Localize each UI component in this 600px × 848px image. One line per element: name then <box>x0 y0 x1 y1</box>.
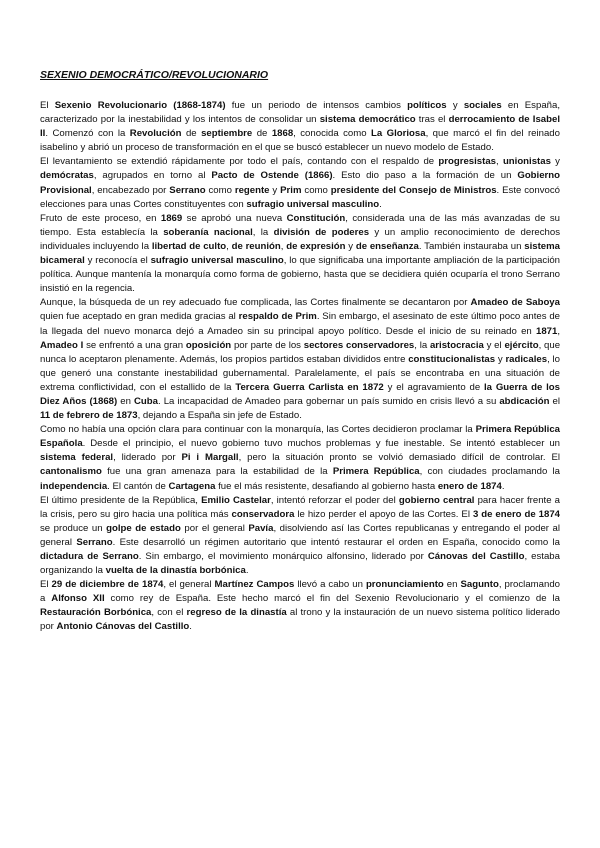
bold-text: sufragio universal masculino <box>246 198 380 210</box>
text-run: y un amplio reconocimiento de derechos individuales incluyendo la <box>40 226 561 252</box>
bold-text: Emilio Castelar <box>201 494 271 506</box>
bold-text: Antonio Cánovas del Castillo <box>56 621 190 633</box>
bold-text: Martínez Campos <box>214 579 295 591</box>
text-run: , el general <box>163 579 215 591</box>
bold-text: progresistas <box>438 156 496 168</box>
bold-text: Amadeo de Saboya <box>470 297 560 309</box>
bold-text: de expresión <box>286 240 346 252</box>
paragraph <box>40 155 560 211</box>
bold-text: Constitución <box>286 212 346 224</box>
text-run: El <box>40 100 55 111</box>
bold-text: 1869 <box>160 212 183 224</box>
text-run: , conocida como <box>293 128 372 140</box>
text-run: , <box>496 156 503 168</box>
text-run: y el agravamiento de <box>383 381 484 393</box>
document-title: SEXENIO DEMOCRÁTICO/REVOLUCIONARIO <box>40 69 269 81</box>
text-run: . También instauraba un <box>418 240 525 252</box>
text-run: y reconocía el <box>84 255 151 267</box>
text-run: quien fue aceptado en gran medida gracias al <box>40 311 239 323</box>
text-run: , proclamando a <box>40 579 560 605</box>
text-run: se produce un <box>40 522 107 534</box>
paragraph <box>40 212 560 297</box>
bold-text: pronunciamiento <box>365 579 444 591</box>
text-run: fue una gran amenaza para la estabilidad de la <box>101 466 333 478</box>
bold-text: oposición <box>185 339 232 351</box>
text-run: . Comenzó con la <box>45 128 130 140</box>
bold-text: unionistas <box>502 156 551 168</box>
text-run: . Este desarrolló un régimen autoritario que intentó restaurar el orden en España, conocido como la <box>112 536 561 548</box>
bold-text: conservadora <box>231 508 295 520</box>
text-run: fue el más resistente, desafiando al gobierno hasta <box>215 480 438 492</box>
text-run: y <box>345 240 356 252</box>
text-run: Como no había una opción clara para continuar con la monarquía, las Cortes decidieron proclamar la <box>40 424 476 436</box>
bold-text: derrocamiento de Isabel II <box>40 114 560 140</box>
bold-text: Sagunto <box>460 579 499 591</box>
text-run: de <box>252 128 272 140</box>
bold-text: políticos <box>407 100 447 111</box>
text-run: , lo que generó una constante inestabilidad gubernamental. Paralelamente, el país se encontraba en una situación de extrema conflictividad, con el estallido de la <box>40 353 560 393</box>
paragraph <box>40 578 560 634</box>
bold-text: demócratas <box>40 170 94 182</box>
text-run: se aprobó una nueva <box>182 212 287 224</box>
text-run: , considerada una de las más avanzadas de su tiempo. Esta establecía la <box>40 212 560 238</box>
bold-text: Cuba <box>134 395 158 407</box>
text-run: El último presidente de la República, <box>40 494 202 506</box>
document-page <box>40 68 560 635</box>
bold-text: regreso de la dinastía <box>186 607 287 619</box>
bold-text: Cartagena <box>168 480 216 492</box>
text-run: , lo que significaba una importante ampliación de la participación política. Aunque mantenía la monarquía como forma de gobierno, hasta que se decidiera quién ocuparía el trono Serrano insistió en la regencia. <box>40 255 560 295</box>
bold-text: La Gloriosa <box>371 128 426 140</box>
text-run: . Esto dio paso a la formación de un <box>332 170 518 182</box>
bold-text: sectores conservadores <box>303 339 415 351</box>
text-run: , con el <box>151 607 187 619</box>
bold-text: Serrano <box>76 536 113 548</box>
text-run: , pero la situación pronto se volvió demasiado difícil de controlar. El <box>238 452 560 464</box>
bold-text: de enseñanza <box>355 240 419 252</box>
bold-text: de reunión <box>231 240 281 252</box>
text-run: al trono y la instauración de un nuevo sistema político liderado por <box>40 607 561 633</box>
bold-text: presidente del Consejo de Ministros <box>330 184 497 196</box>
text-run: tras el <box>415 114 449 126</box>
text-run: . <box>245 565 249 577</box>
text-run: le hizo perder el apoyo de las Cortes. El <box>294 508 473 520</box>
bold-text: regente <box>234 184 270 196</box>
bold-text: dictadura de Serrano <box>40 551 139 562</box>
bold-text: cantonalismo <box>40 466 102 478</box>
bold-text: ejército <box>504 339 539 351</box>
paragraph <box>40 296 560 423</box>
bold-text: 3 de enero de 1874 <box>472 508 561 520</box>
text-run: y el <box>483 339 505 351</box>
text-run: fue un periodo de intensos cambios <box>225 100 408 111</box>
text-run: como rey de España. Este hecho marcó el fin del Sexenio Revolucionario y el comienzo de la <box>104 593 560 605</box>
bold-text: enero de 1874 <box>437 480 502 492</box>
text-run: y <box>446 100 464 111</box>
text-run: , dejando a España sin jefe de Estado. <box>137 410 302 422</box>
text-run: de <box>181 128 202 140</box>
text-run: por el general <box>180 522 249 534</box>
text-run: . Sin embargo, el asesinato de este último poco antes de la llegada del nuevo monarca dejó a Amadeo sin su principal apoyo político. Desde el inicio de su reinado en <box>40 311 561 337</box>
bold-text: respaldo de Prim <box>238 311 317 323</box>
bold-text: Amadeo I <box>40 339 84 351</box>
text-run: . <box>189 621 192 633</box>
bold-text: 11 de febrero de 1873 <box>40 410 138 422</box>
bold-text: radicales <box>505 353 548 365</box>
bold-text: sistema democrático <box>319 114 416 126</box>
bold-text: sistema bicameral <box>40 240 560 267</box>
text-run: , estaba organizando la <box>40 551 560 577</box>
text-run: llevó a cabo un <box>294 579 366 591</box>
text-run: como <box>205 184 235 196</box>
text-run: , disolviendo así las Cortes republicanas y entregando el poder al general <box>40 522 560 548</box>
text-run: para hacer frente a la crisis, pero su giro hacia una política más <box>40 494 560 520</box>
bold-text: la Guerra de los Diez Años (1868) <box>40 381 560 407</box>
text-run: El levantamiento se extendió rápidamente por todo el país, contando con el respaldo de <box>40 156 439 168</box>
paragraph <box>40 494 560 579</box>
bold-text: Revolución <box>129 128 182 140</box>
text-run: , agrupados en torno al <box>93 170 212 182</box>
text-run: y <box>550 156 560 168</box>
bold-text: Alfonso XII <box>51 593 105 605</box>
text-run: . Desde el principio, el nuevo gobierno tuvo muchos problemas y fue inestable. Se intentó establecer un <box>82 438 560 450</box>
text-run: El <box>40 579 52 591</box>
text-run: como <box>301 184 331 196</box>
text-run: se enfrentó a una gran <box>83 339 186 351</box>
text-run: , <box>280 240 287 252</box>
bold-text: Primera República <box>332 466 420 478</box>
bold-text: 1871 <box>535 325 558 337</box>
text-run: y <box>495 353 506 365</box>
bold-text: Gobierno Provisional <box>40 170 560 196</box>
bold-text: Tercera Guerra Carlista en 1872 <box>235 381 384 393</box>
bold-text: sistema federal <box>40 452 114 464</box>
text-run: . <box>379 198 382 210</box>
bold-text: Pavía <box>248 522 274 534</box>
text-run: , intentó reforzar el poder del <box>270 494 399 506</box>
text-run: , la <box>414 339 430 351</box>
text-run: , encabezado por <box>91 184 170 196</box>
text-run: por parte de los <box>231 339 304 351</box>
text-run: . Sin embargo, el movimiento monárquico alfonsino, liderado por <box>138 551 428 562</box>
text-run: , liderado por <box>113 452 182 464</box>
bold-text: sufragio universal masculino <box>150 255 284 267</box>
bold-text: sociales <box>463 100 502 111</box>
bold-text: 29 de diciembre de 1874 <box>51 579 164 591</box>
text-run: . <box>501 480 505 492</box>
text-run: . Este convocó elecciones para unas Cortes constituyentes con <box>40 184 560 210</box>
text-run: en <box>443 579 461 591</box>
bold-text: abdicación <box>499 395 550 407</box>
bold-text: independencia <box>40 480 108 492</box>
bold-text: gobierno central <box>398 494 475 506</box>
text-run: Aunque, la búsqueda de un rey adecuado fue complicada, las Cortes finalmente se decantaron por <box>40 297 471 309</box>
bold-text: 1868 <box>271 128 294 140</box>
text-run: y <box>269 184 281 196</box>
bold-text: aristocracia <box>429 339 484 351</box>
bold-text: Cánovas del Castillo <box>427 551 525 562</box>
paragraph <box>40 423 560 493</box>
bold-text: libertad de culto <box>151 240 227 252</box>
text-run: , que marcó el fin del reinado isabelino y abrió un proceso de transformación en el que se buscó establecer un nuevo modelo de Estado. <box>40 128 560 154</box>
text-run: , <box>557 325 560 337</box>
bold-text: Restauración Borbónica <box>40 607 152 619</box>
bold-text: Prim <box>280 184 302 196</box>
bold-text: Primera República Española <box>40 424 560 450</box>
paragraph <box>40 99 560 155</box>
bold-text: Sexenio Revolucionario <box>54 100 168 111</box>
text-run: en España, caracterizado por la inestabilidad y los intentos de consolidar un <box>40 100 560 126</box>
text-run: , que nunca lo aceptaron plenamente. Además, los propios partidos estaban divididos entre <box>40 339 561 365</box>
document-body <box>40 99 560 635</box>
text-run: , con ciudades proclamando la <box>419 466 561 478</box>
bold-text: soberanía nacional <box>163 226 253 238</box>
bold-text: (1868-1874) <box>173 100 226 111</box>
bold-text: vuelta de la dinastía borbónica <box>105 565 246 577</box>
text-run: Fruto de este proceso, en <box>40 212 161 224</box>
text-run: en <box>117 395 134 407</box>
text-run: . El cantón de <box>107 480 169 492</box>
bold-text: septiembre <box>201 128 253 140</box>
bold-text: golpe de estado <box>106 522 181 534</box>
bold-text: Pacto de Ostende (1866) <box>211 170 333 182</box>
bold-text: constitucionalistas <box>408 353 496 365</box>
text-run: , <box>226 240 232 252</box>
bold-text: Serrano <box>169 184 206 196</box>
bold-text: Pi i Margall <box>181 452 239 464</box>
text-run: . La incapacidad de Amadeo para gobernar un país sumido en crisis llevó a su <box>157 395 500 407</box>
bold-text: división de poderes <box>273 226 370 238</box>
text-run: , la <box>252 226 274 238</box>
text-run: el <box>549 395 560 407</box>
